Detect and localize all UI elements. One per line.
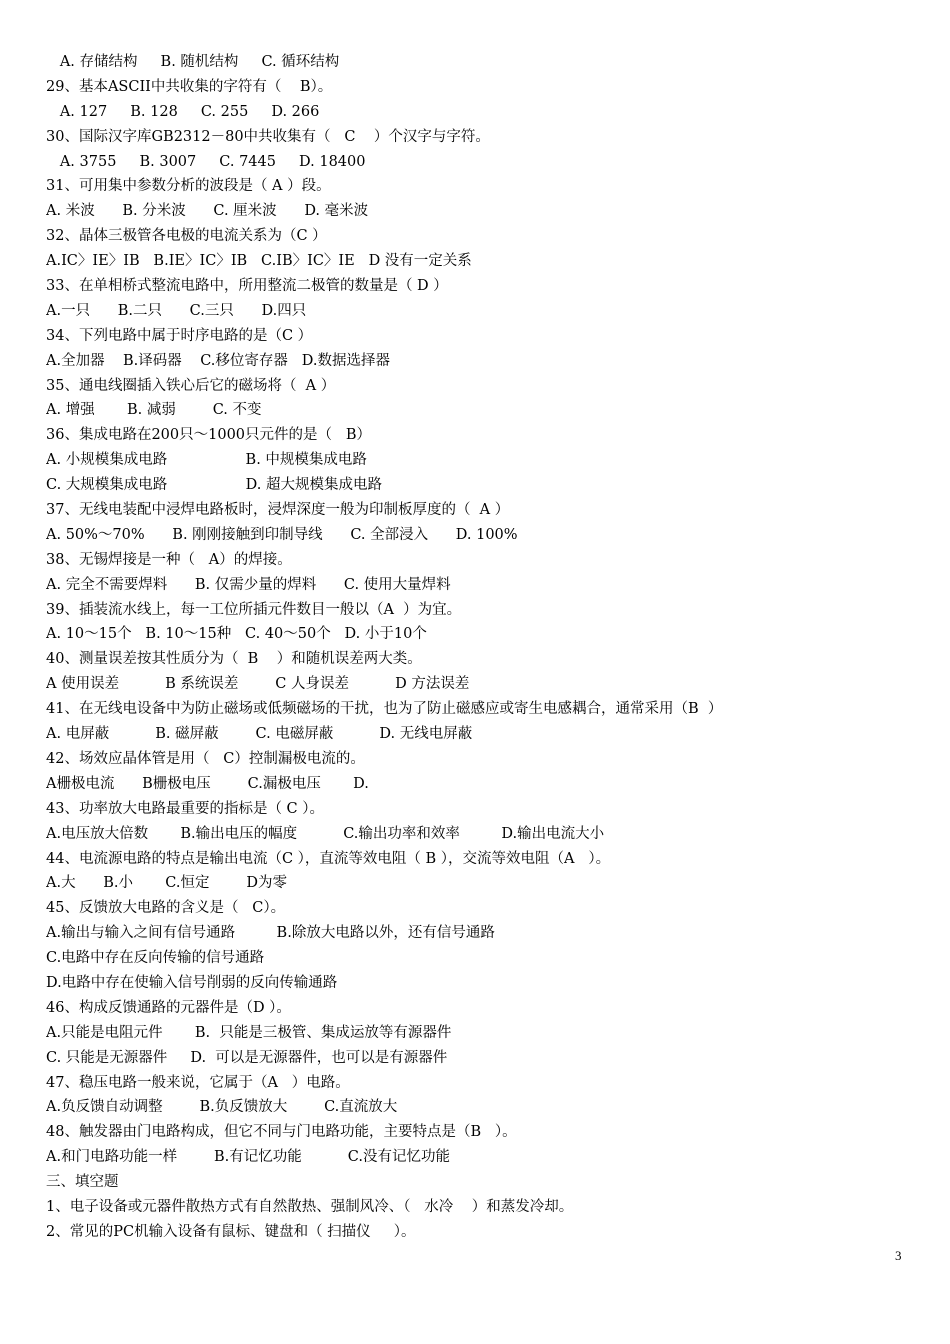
text-line: A. 米波 B. 分米波 C. 厘米波 D. 毫米波 (46, 203, 369, 220)
text-line: 39、插装流水线上，每一工位所插元件数目一般以（A ）为宜。 (46, 601, 462, 618)
text-line: 43、功率放大电路最重要的指标是（ C ）。 (46, 800, 325, 817)
question-list (46, 50, 926, 1245)
text-line: 31、可用集中参数分析的波段是（ A ）段。 (46, 178, 331, 195)
text-line: A. 3755 B. 3007 C. 7445 D. 18400 (46, 153, 366, 170)
text-line: A. 小规模集成电路 B. 中规模集成电路 (46, 452, 367, 469)
page-number: 3 (895, 1248, 902, 1263)
text-line: A.大 B.小 C.恒定 D为零 (46, 875, 287, 892)
text-line: A. 50%～70% B. 刚刚接触到印制导线 C. 全部浸入 D. 100% (46, 526, 518, 543)
text-line: 29、基本ASCII中共收集的字符有（ B）。 (46, 78, 333, 95)
text-line: A.一只 B.二只 C.三只 D.四只 (46, 302, 307, 319)
section-heading: 三、填空题 (46, 1174, 119, 1191)
text-line: 30、国际汉字库GB2312－80中共收集有（ C ）个汉字与字符。 (46, 128, 490, 145)
text-line: A.IC〉IE〉IB B.IE〉IC〉IB C.IB〉IC〉IE D 没有一定关系 (46, 253, 472, 270)
text-line: D.电路中存在使输入信号削弱的反向传输通路 (46, 974, 338, 991)
text-line: 45、反馈放大电路的含义是（ C）。 (46, 900, 286, 917)
text-line: A 使用误差 B 系统误差 C 人身误差 D 方法误差 (46, 676, 470, 693)
text-line: A. 存储结构 B. 随机结构 C. 循环结构 (46, 54, 340, 70)
text-line: A. 增强 B. 减弱 C. 不变 (46, 402, 262, 419)
text-line: 33、在单相桥式整流电路中，所用整流二极管的数量是（ D ） (46, 278, 448, 295)
text-line: 32、晶体三极管各电极的电流关系为（C ） (46, 228, 327, 245)
text-line: 47、稳压电路一般来说，它属于（A ）电路。 (46, 1074, 350, 1091)
text-line: 44、电流源电路的特点是输出电流（C ），直流等效电阻（ B ），交流等效电阻（A ）。 (46, 850, 611, 867)
text-line: A. 10～15个 B. 10～15种 C. 40～50个 D. 小于10个 (46, 626, 427, 643)
text-line: 36、集成电路在200只～1000只元件的是（ B） (46, 427, 372, 444)
text-line: A.输出与输入之间有信号通路 B.除放大电路以外，还有信号通路 (46, 925, 495, 942)
text-line: 38、无锡焊接是一种（ A）的焊接。 (46, 551, 292, 568)
text-line: C. 大规模集成电路 D. 超大规模集成电路 (46, 477, 382, 494)
text-line: 37、无线电装配中浸焊电路板时，浸焊深度一般为印制板厚度的（ A ） (46, 502, 510, 519)
text-line: 41、在无线电设备中为防止磁场或低频磁场的干扰，也为了防止磁感应或寄生电感耦合，通常采用（B ） (46, 701, 723, 718)
text-line: C.电路中存在反向传输的信号通路 (46, 950, 265, 967)
text-line: A. 电屏蔽 B. 磁屏蔽 C. 电磁屏蔽 D. 无线电屏蔽 (46, 726, 473, 743)
text-line: A栅极电流 B栅极电压 C.漏极电压 D. (46, 775, 369, 792)
text-line: 2、常见的PC机输入设备有鼠标、键盘和（ 扫描仪 ）。 (46, 1223, 416, 1240)
text-line: 34、下列电路中属于时序电路的是（C ） (46, 327, 313, 344)
text-line: 1、电子设备或元器件散热方式有自然散热、强制风冷、（ 水冷 ）和蒸发冷却。 (46, 1198, 574, 1215)
text-line: A. 完全不需要焊料 B. 仅需少量的焊料 C. 使用大量焊料 (46, 576, 451, 593)
text-line: C. 只能是无源器件 D. 可以是无源器件，也可以是有源器件 (46, 1049, 448, 1066)
text-line: A.全加器 B.译码器 C.移位寄存器 D.数据选择器 (46, 352, 390, 369)
text-line: 40、测量误差按其性质分为（ B ）和随机误差两大类。 (46, 651, 422, 668)
text-line: A.负反馈自动调整 B.负反馈放大 C.直流放大 (46, 1099, 398, 1116)
text-line: A.和门电路功能一样 B.有记忆功能 C.没有记忆功能 (46, 1149, 450, 1166)
text-line: 35、通电线圈插入铁心后它的磁场将（ A ） (46, 377, 336, 394)
text-line: 42、场效应晶体管是用（ C）控制漏极电流的。 (46, 750, 365, 767)
text-line: 46、构成反馈通路的元器件是（D ）。 (46, 999, 291, 1016)
text-line: A.只能是电阻元件 B. 只能是三极管、集成运放等有源器件 (46, 1024, 452, 1041)
text-line: A. 127 B. 128 C. 255 D. 266 (46, 103, 320, 120)
text-line: A.电压放大倍数 B.输出电压的幅度 C.输出功率和效率 D.输出电流大小 (46, 825, 605, 842)
text-line: 48、触发器由门电路构成，但它不同与门电路功能，主要特点是（B ）。 (46, 1124, 517, 1141)
